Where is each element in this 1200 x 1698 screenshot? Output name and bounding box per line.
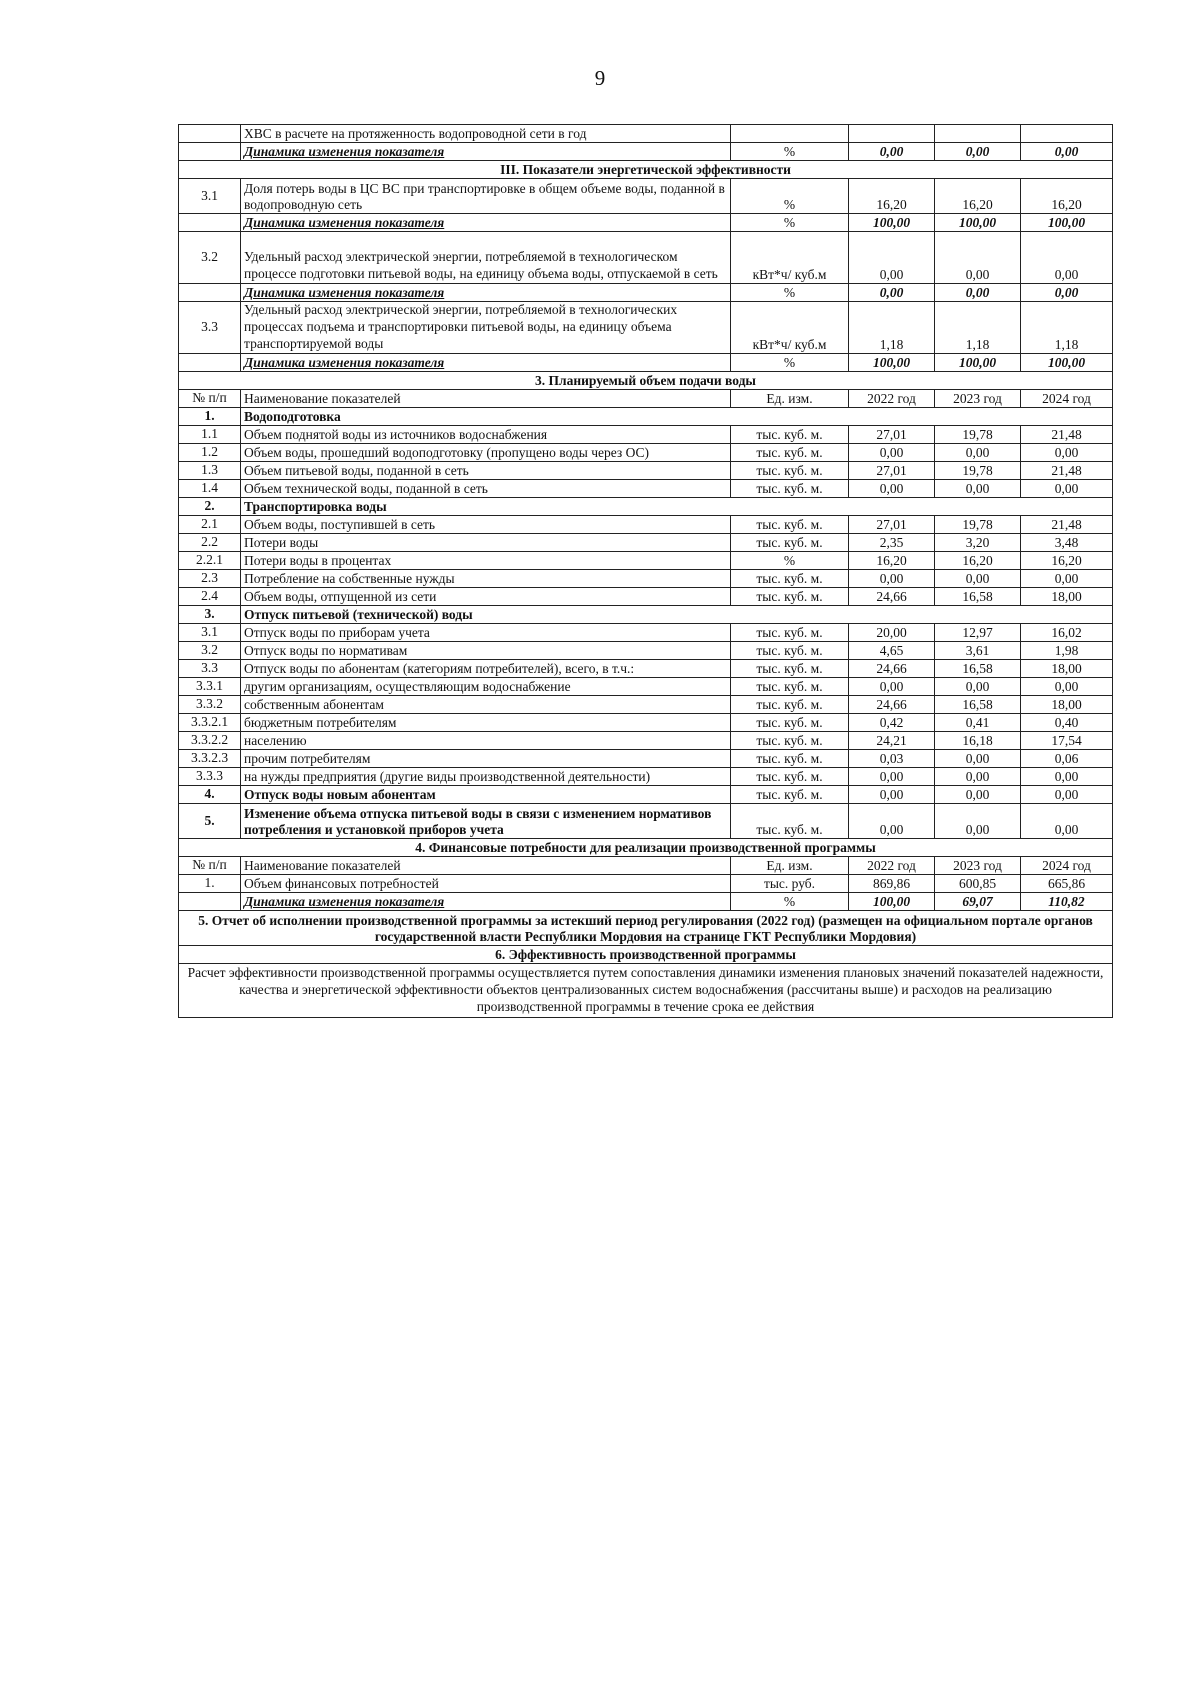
value-2024: 0,00: [1021, 786, 1113, 804]
value-2024: 0,00: [1021, 444, 1113, 462]
group-title: Транспортировка воды: [241, 498, 1113, 516]
row-number: [179, 893, 241, 911]
value-2023: 3,61: [935, 642, 1021, 660]
unit-cell: %: [731, 354, 849, 372]
table-row: [179, 786, 1113, 804]
row-number: 3.3.2.1: [179, 714, 241, 732]
indicator-name: Объем питьевой воды, поданной в сеть: [241, 462, 731, 480]
value-2023: 16,58: [935, 660, 1021, 678]
indicator-name: Динамика изменения показателя: [241, 354, 731, 372]
table-row: [179, 232, 1113, 284]
value-2022: 0,00: [849, 804, 935, 839]
dynamics-row: [179, 354, 1113, 372]
row-number: 4.: [179, 786, 241, 804]
unit-cell: тыс. куб. м.: [731, 534, 849, 552]
unit-cell: тыс. куб. м.: [731, 768, 849, 786]
value-2024: 17,54: [1021, 732, 1113, 750]
value-2022: 0,00: [849, 444, 935, 462]
value-2024: 21,48: [1021, 462, 1113, 480]
unit-cell: [731, 125, 849, 143]
value-2023: 0,00: [935, 678, 1021, 696]
value-2024: 0,00: [1021, 143, 1113, 161]
row-number: 3.3.2.2: [179, 732, 241, 750]
row-number: 3.2: [179, 232, 241, 284]
value-2023: 19,78: [935, 516, 1021, 534]
indicator-name: населению: [241, 732, 731, 750]
indicator-name: Объем финансовых потребностей: [241, 875, 731, 893]
indicators-table: [178, 124, 1113, 1018]
indicator-name: Наименование показателей: [241, 390, 731, 408]
section-heading: 3. Планируемый объем подачи воды: [179, 372, 1113, 390]
value-2024: 110,82: [1021, 893, 1113, 911]
unit-cell: Ед. изм.: [731, 390, 849, 408]
value-2023: 12,97: [935, 624, 1021, 642]
value-2023: 16,18: [935, 732, 1021, 750]
value-2023: 16,20: [935, 552, 1021, 570]
indicator-name: Потери воды: [241, 534, 731, 552]
indicator-name: Удельный расход электрической энергии, потребляемой в технологическом процессе подготовки питьевой воды, на единицу объема воды, отпускаемой в сеть: [241, 232, 731, 284]
value-2022: [849, 125, 935, 143]
value-2024: 0,00: [1021, 284, 1113, 302]
unit-cell: тыс. куб. м.: [731, 714, 849, 732]
value-2024: 18,00: [1021, 660, 1113, 678]
unit-cell: тыс. куб. м.: [731, 444, 849, 462]
unit-cell: тыс. куб. м.: [731, 624, 849, 642]
unit-cell: кВт*ч/ куб.м: [731, 232, 849, 284]
unit-cell: %: [731, 284, 849, 302]
value-2024: 665,86: [1021, 875, 1113, 893]
value-2022: 0,00: [849, 480, 935, 498]
indicator-name: Потребление на собственные нужды: [241, 570, 731, 588]
dynamics-row: [179, 893, 1113, 911]
table-header-row: [179, 857, 1113, 875]
value-2024: 2024 год: [1021, 857, 1113, 875]
table-row: [179, 750, 1113, 768]
row-number: 1.: [179, 408, 241, 426]
indicator-name: Динамика изменения показателя: [241, 143, 731, 161]
table-row: [179, 714, 1113, 732]
indicator-name: ХВС в расчете на протяженность водопроводной сети в год: [241, 125, 731, 143]
table-row: [179, 125, 1113, 143]
indicator-name: Объем воды, поступившей в сеть: [241, 516, 731, 534]
unit-cell: тыс. куб. м.: [731, 804, 849, 839]
indicator-name: Наименование показателей: [241, 857, 731, 875]
table-row: [179, 875, 1113, 893]
table-row: [179, 444, 1113, 462]
value-2024: 16,20: [1021, 552, 1113, 570]
table-row: [179, 570, 1113, 588]
unit-cell: %: [731, 179, 849, 214]
row-number: 2.1: [179, 516, 241, 534]
table-row: [179, 480, 1113, 498]
value-2023: 0,00: [935, 284, 1021, 302]
indicator-name: собственным абонентам: [241, 696, 731, 714]
indicator-name: Динамика изменения показателя: [241, 893, 731, 911]
value-2022: 0,00: [849, 786, 935, 804]
row-number: 2.4: [179, 588, 241, 606]
indicator-name: Изменение объема отпуска питьевой воды в связи с изменением нормативов потребления и установкой приборов учета: [241, 804, 731, 839]
value-2024: 0,00: [1021, 480, 1113, 498]
value-2022: 0,00: [849, 678, 935, 696]
value-2023: 100,00: [935, 214, 1021, 232]
value-2022: 24,66: [849, 660, 935, 678]
value-2022: 24,21: [849, 732, 935, 750]
indicator-name: Динамика изменения показателя: [241, 284, 731, 302]
row-number: [179, 125, 241, 143]
unit-cell: тыс. куб. м.: [731, 642, 849, 660]
value-2023: 0,00: [935, 143, 1021, 161]
table-row: [179, 768, 1113, 786]
value-2022: 27,01: [849, 516, 935, 534]
value-2022: 0,42: [849, 714, 935, 732]
value-2023: 69,07: [935, 893, 1021, 911]
row-number: 5.: [179, 804, 241, 839]
value-2022: 4,65: [849, 642, 935, 660]
table-row: [179, 804, 1113, 839]
indicator-name: Потери воды в процентах: [241, 552, 731, 570]
value-2024: 1,18: [1021, 302, 1113, 354]
group-row: [179, 498, 1113, 516]
section-heading-row: [179, 839, 1113, 857]
value-2023: 2023 год: [935, 390, 1021, 408]
value-2022: 100,00: [849, 214, 935, 232]
section-heading: 5. Отчет об исполнении производственной программы за истекший период регулирования (2022 год) (размещен на официальном портале органов государственной власти Республики Мордовия на странице ГКТ Республики Мордовия): [179, 911, 1113, 946]
unit-cell: тыс. куб. м.: [731, 696, 849, 714]
section-heading: 4. Финансовые потребности для реализации производственной программы: [179, 839, 1113, 857]
section-heading: III. Показатели энергетической эффективности: [179, 161, 1113, 179]
row-number: 1.4: [179, 480, 241, 498]
value-2024: 21,48: [1021, 516, 1113, 534]
row-number: [179, 354, 241, 372]
value-2023: 600,85: [935, 875, 1021, 893]
note-text: Расчет эффективности производственной программы осуществляется путем сопоставления динамики изменения плановых значений показателей надежности, качества и энергетической эффективности объектов централизованных систем водоснабжения (рассчитаны выше) и расходов на реализацию производственной программы в течение срока ее действия: [179, 964, 1113, 1018]
value-2022: 2,35: [849, 534, 935, 552]
value-2024: 0,00: [1021, 768, 1113, 786]
value-2022: 2022 год: [849, 857, 935, 875]
unit-cell: %: [731, 214, 849, 232]
value-2023: 1,18: [935, 302, 1021, 354]
table-row: [179, 534, 1113, 552]
value-2022: 0,00: [849, 143, 935, 161]
row-number: 3.3.3: [179, 768, 241, 786]
group-row: [179, 408, 1113, 426]
value-2024: 0,00: [1021, 678, 1113, 696]
value-2024: 1,98: [1021, 642, 1113, 660]
dynamics-row: [179, 214, 1113, 232]
table-row: [179, 696, 1113, 714]
indicator-name: Динамика изменения показателя: [241, 214, 731, 232]
row-number: 1.: [179, 875, 241, 893]
indicator-name: прочим потребителям: [241, 750, 731, 768]
unit-cell: тыс. куб. м.: [731, 480, 849, 498]
value-2023: 3,20: [935, 534, 1021, 552]
row-number: № п/п: [179, 857, 241, 875]
value-2024: 3,48: [1021, 534, 1113, 552]
unit-cell: Ед. изм.: [731, 857, 849, 875]
value-2024: 0,06: [1021, 750, 1113, 768]
value-2022: 0,00: [849, 232, 935, 284]
table-row: [179, 588, 1113, 606]
value-2022: 24,66: [849, 696, 935, 714]
row-number: [179, 143, 241, 161]
page-number: 9: [594, 66, 606, 90]
value-2024: 100,00: [1021, 214, 1113, 232]
value-2022: 100,00: [849, 893, 935, 911]
value-2023: 0,00: [935, 232, 1021, 284]
row-number: 3.3: [179, 660, 241, 678]
indicator-name: Объем воды, прошедший водоподготовку (пропущено воды через ОС): [241, 444, 731, 462]
table-header-row: [179, 390, 1113, 408]
row-number: 3.3.2: [179, 696, 241, 714]
unit-cell: %: [731, 143, 849, 161]
row-number: 3.2: [179, 642, 241, 660]
indicator-name: бюджетным потребителям: [241, 714, 731, 732]
table-row: [179, 660, 1113, 678]
unit-cell: тыс. куб. м.: [731, 516, 849, 534]
table-row: [179, 302, 1113, 354]
row-number: [179, 284, 241, 302]
value-2022: 869,86: [849, 875, 935, 893]
dynamics-row: [179, 284, 1113, 302]
value-2022: 24,66: [849, 588, 935, 606]
value-2024: 100,00: [1021, 354, 1113, 372]
row-number: 3.3: [179, 302, 241, 354]
value-2023: [935, 125, 1021, 143]
indicator-name: Отпуск воды по приборам учета: [241, 624, 731, 642]
row-number: 2.2.1: [179, 552, 241, 570]
row-number: 3.1: [179, 624, 241, 642]
table-row: [179, 516, 1113, 534]
value-2022: 27,01: [849, 426, 935, 444]
row-number: [179, 214, 241, 232]
group-title: Отпуск питьевой (технической) воды: [241, 606, 1113, 624]
value-2023: 19,78: [935, 462, 1021, 480]
unit-cell: тыс. куб. м.: [731, 786, 849, 804]
value-2022: 0,00: [849, 768, 935, 786]
table-row: [179, 462, 1113, 480]
unit-cell: %: [731, 552, 849, 570]
row-number: 1.2: [179, 444, 241, 462]
value-2023: 0,41: [935, 714, 1021, 732]
row-number: 3.: [179, 606, 241, 624]
unit-cell: тыс. куб. м.: [731, 678, 849, 696]
note-row: [179, 964, 1113, 1018]
value-2023: 19,78: [935, 426, 1021, 444]
value-2023: 16,58: [935, 588, 1021, 606]
table-row: [179, 426, 1113, 444]
value-2023: 0,00: [935, 804, 1021, 839]
row-number: 2.2: [179, 534, 241, 552]
unit-cell: тыс. куб. м.: [731, 732, 849, 750]
section-heading-row: [179, 372, 1113, 390]
value-2023: 0,00: [935, 444, 1021, 462]
value-2023: 16,20: [935, 179, 1021, 214]
section-heading-row: [179, 911, 1113, 946]
value-2023: 100,00: [935, 354, 1021, 372]
value-2024: 0,40: [1021, 714, 1113, 732]
value-2024: 2024 год: [1021, 390, 1113, 408]
value-2022: 16,20: [849, 179, 935, 214]
indicator-name: Объем технической воды, поданной в сеть: [241, 480, 731, 498]
table-row: [179, 552, 1113, 570]
unit-cell: тыс. куб. м.: [731, 570, 849, 588]
unit-cell: тыс. куб. м.: [731, 588, 849, 606]
value-2024: 0,00: [1021, 232, 1113, 284]
value-2024: 16,20: [1021, 179, 1113, 214]
value-2022: 16,20: [849, 552, 935, 570]
value-2022: 27,01: [849, 462, 935, 480]
indicator-name: Отпуск воды по абонентам (категориям потребителей), всего, в т.ч.:: [241, 660, 731, 678]
value-2022: 1,18: [849, 302, 935, 354]
group-row: [179, 606, 1113, 624]
indicator-name: другим организациям, осуществляющим водоснабжение: [241, 678, 731, 696]
unit-cell: %: [731, 893, 849, 911]
indicator-name: на нужды предприятия (другие виды производственной деятельности): [241, 768, 731, 786]
value-2023: 0,00: [935, 570, 1021, 588]
value-2024: 0,00: [1021, 570, 1113, 588]
value-2024: [1021, 125, 1113, 143]
row-number: 1.3: [179, 462, 241, 480]
indicator-name: Объем поднятой воды из источников водоснабжения: [241, 426, 731, 444]
unit-cell: тыс. куб. м.: [731, 750, 849, 768]
value-2022: 0,00: [849, 570, 935, 588]
value-2023: 0,00: [935, 750, 1021, 768]
section-heading: 6. Эффективность производственной программы: [179, 946, 1113, 964]
indicator-name: Отпуск воды по нормативам: [241, 642, 731, 660]
row-number: 2.: [179, 498, 241, 516]
row-number: 2.3: [179, 570, 241, 588]
indicator-name: Отпуск воды новым абонентам: [241, 786, 731, 804]
value-2023: 2023 год: [935, 857, 1021, 875]
value-2024: 21,48: [1021, 426, 1113, 444]
value-2024: 16,02: [1021, 624, 1113, 642]
value-2024: 18,00: [1021, 588, 1113, 606]
value-2024: 0,00: [1021, 804, 1113, 839]
unit-cell: тыс. куб. м.: [731, 426, 849, 444]
value-2023: 16,58: [935, 696, 1021, 714]
row-number: 3.3.2.3: [179, 750, 241, 768]
table-row: [179, 179, 1113, 214]
row-number: 3.3.1: [179, 678, 241, 696]
unit-cell: кВт*ч/ куб.м: [731, 302, 849, 354]
group-title: Водоподготовка: [241, 408, 1113, 426]
row-number: 3.1: [179, 179, 241, 214]
indicator-name: Объем воды, отпущенной из сети: [241, 588, 731, 606]
table-row: [179, 624, 1113, 642]
section-heading-row: [179, 946, 1113, 964]
row-number: № п/п: [179, 390, 241, 408]
indicator-name: Удельный расход электрической энергии, потребляемой в технологических процессах подъема и транспортировки питьевой воды, на единицу объема транспортируемой воды: [241, 302, 731, 354]
indicator-name: Доля потерь воды в ЦС ВС при транспортировке в общем объеме воды, поданной в водопроводную сеть: [241, 179, 731, 214]
value-2022: 0,03: [849, 750, 935, 768]
value-2023: 0,00: [935, 786, 1021, 804]
value-2023: 0,00: [935, 480, 1021, 498]
value-2022: 2022 год: [849, 390, 935, 408]
table-row: [179, 678, 1113, 696]
table-row: [179, 642, 1113, 660]
section-heading-row: [179, 161, 1113, 179]
unit-cell: тыс. куб. м.: [731, 660, 849, 678]
dynamics-row: [179, 143, 1113, 161]
row-number: 1.1: [179, 426, 241, 444]
value-2022: 0,00: [849, 284, 935, 302]
unit-cell: тыс. руб.: [731, 875, 849, 893]
value-2023: 0,00: [935, 768, 1021, 786]
value-2024: 18,00: [1021, 696, 1113, 714]
value-2022: 20,00: [849, 624, 935, 642]
table-row: [179, 732, 1113, 750]
value-2022: 100,00: [849, 354, 935, 372]
unit-cell: тыс. куб. м.: [731, 462, 849, 480]
